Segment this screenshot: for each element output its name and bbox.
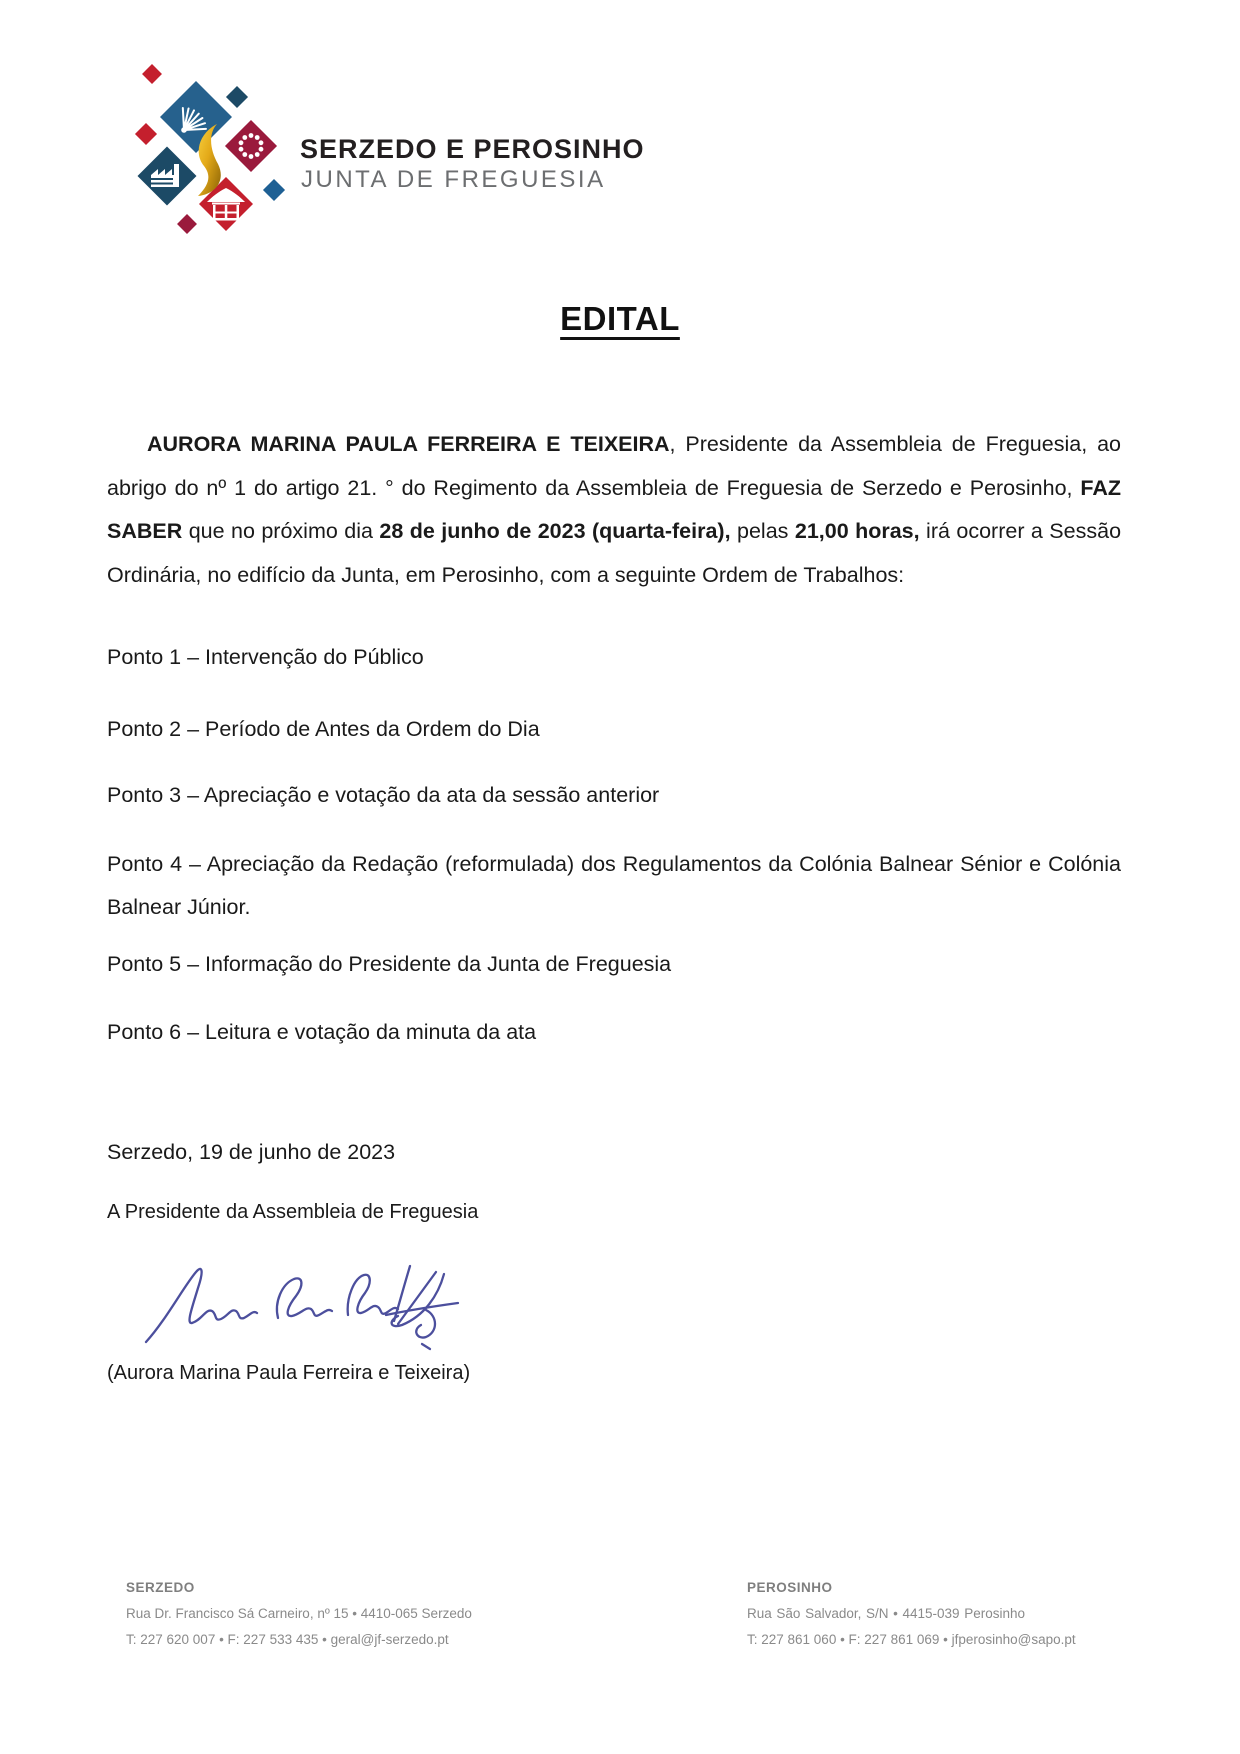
footer-perosinho-contacts: T: 227 861 060 • F: 227 861 069 • jfperosinho@sapo.pt [747,1632,1076,1647]
brand-name: SERZEDO E PEROSINHO [300,134,645,164]
footer-perosinho-title: PEROSINHO [747,1580,833,1595]
agenda-item-5: Ponto 5 – Informação do Presidente da Junta de Freguesia [107,952,672,976]
agenda-item-1: Ponto 1 – Intervenção do Público [107,645,424,669]
session-date-bold: 28 de junho de 2023 (quarta-feira), [379,519,731,543]
paragraph-text: que no próximo dia [182,519,380,543]
footer-perosinho [747,1575,1076,1653]
faz-saber-bold: FAZ SABER [107,475,1121,543]
paragraph-text: pelas [730,519,795,543]
agenda-item-6: Ponto 6 – Leitura e votação da minuta da ata [107,1020,537,1044]
signature-image [140,1258,470,1363]
footer-serzedo-address: Rua Dr. Francisco Sá Carneiro, nº 15 • 4410-065 Serzedo [126,1606,472,1621]
footer-serzedo [126,1575,472,1653]
paragraph-text: , Presidente da Assembleia de Freguesia, ao abrigo do nº 1 do artigo 21. ° do Regimento da Assembleia de Freguesia de Serzedo e Perosinho, [107,432,1121,500]
brand-subtitle: JUNTA DE FREGUESIA [301,166,606,193]
agenda-item-4: Ponto 4 – Apreciação da Redação (reformulada) dos Regulamentos da Colónia Balnear Sénior e Colónia Balnear Júnior. [107,852,1121,919]
page-title: EDITAL [560,300,680,337]
footer-serzedo-contacts: T: 227 620 007 • F: 227 533 435 • geral@jf-serzedo.pt [126,1632,449,1647]
paragraph-text: irá ocorrer a Sessão Ordinária, no edifício da Junta, em Perosinho, com a seguinte Ordem de Trabalhos: [107,519,1122,587]
agenda-item-2: Ponto 2 – Período de Antes da Ordem do Dia [107,717,540,741]
role-line: A Presidente da Assembleia de Freguesia [107,1201,479,1223]
footer-perosinho-address: Rua São Salvador, S/N • 4415-039 Perosinho [747,1606,1025,1621]
session-time-bold: 21,00 horas, [794,519,920,543]
footer-serzedo-title: SERZEDO [126,1580,195,1595]
agenda-item-3: Ponto 3 – Apreciação e votação da ata da sessão anterior [107,783,660,807]
place-date-line: Serzedo, 19 de junho de 2023 [107,1140,396,1164]
opening-paragraph [107,423,1121,597]
junta-freguesia-logo [118,62,288,237]
signatory-name-bold: AURORA MARINA PAULA FERREIRA E TEIXEIRA [147,432,670,456]
signatory-name-line: (Aurora Marina Paula Ferreira e Teixeira) [107,1362,471,1384]
